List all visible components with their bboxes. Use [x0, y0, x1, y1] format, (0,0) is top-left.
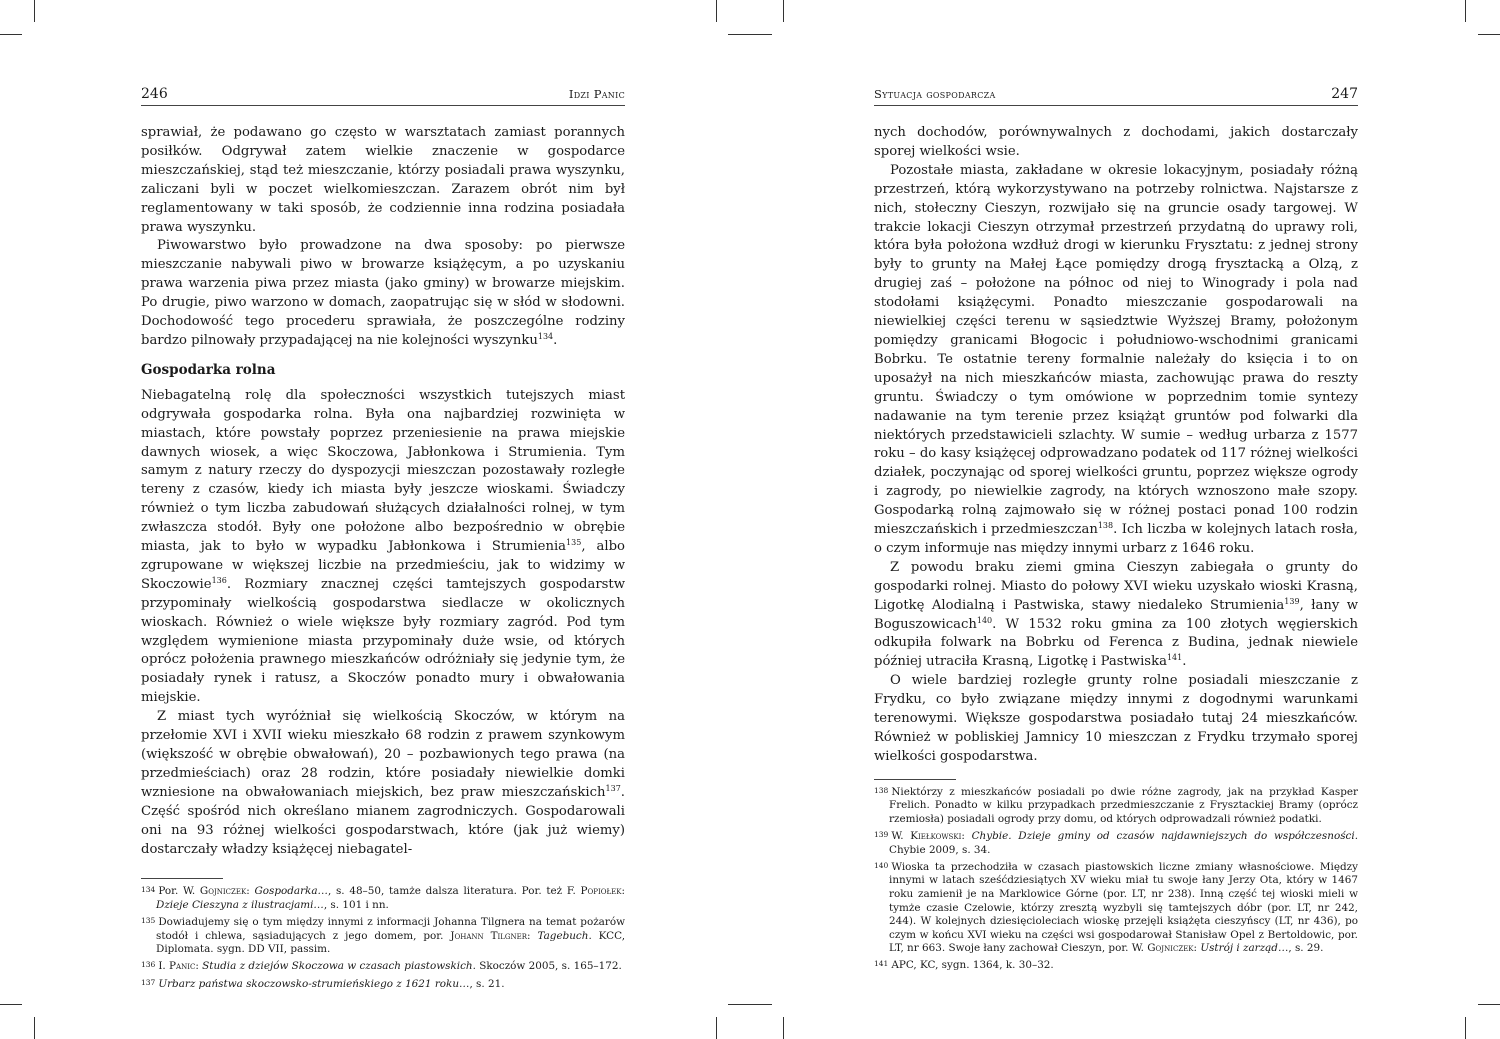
- paragraph: Piwowarstwo było prowadzone na dwa sposoby: po pierwsze mieszczanie nabywali piwo w browarze książęcym, a po uzyskaniu prawa warzenia piwa przez miasta (jako gminy) w browarze miejskim. Po drugie, piwo warzono w domach, zaopatrując się w słód w słodowni. Dochodowość tego procederu sprawiała, że poszczególne rodziny bardzo pilnowały przypadającej na nie kolejności wyszynku$^{134}$.: [141, 238, 625, 348]
- paragraph: nych dochodów, porównywalnych z dochodami, jakich dostarczały sporej wielkości wsie.: [874, 125, 1358, 159]
- crop-mark: [34, 1017, 35, 1039]
- crop-mark: [716, 0, 717, 22]
- paragraph: Pozostałe miasta, zakładane w okresie lokacyjnym, posiadały różną przestrzeń, którą wykorzystywano na potrzeby rolnictwa. Najstarsze z nich, stołeczny Cieszyn, rozwijało się na gruncie osady targowej. W trakcie lokacji Cieszyn otrzymał przestrzeń przydatną do uprawy roli, która była położona wzdłuż drogi w kierunku Frysztatu: z jednej strony były to grunty na Małej Łące pomiędzy drogą frysztacką a Olzą, z drugiej zaś – położone na północ od niej to Winogrady i pola nad stodołami książęcymi. Ponadto mieszczanie gospodarowali na niewielkiej części terenu w sąsiedztwie Wyższej Bramy, położonym pomiędzy granicami Błogocic i południowo-wschodnimi granicami Bobrku. Te ostatnie tereny formalnie należały do księcia i to on uposażył na nich mieszkańców miasta, zachowując prawa do reszty gruntu. Świadczy o tym omówione w poprzednim tomie syntezy nadawanie na tym terenie przez książąt gruntów pod folwarki dla niektórych przedstawicieli szlachty. W sumie – według urbarza z 1577 roku – do kasy książęcej odprowadzano podatek od 117 różnej wielkości działek, poczynając od sporej wielkości gruntu, poprzez większe ogrody i zagrody, po niewielkie zagrody, na których wznoszono małe szopy. Gospodarką rolną zajmowało się w różnej postaci ponad 100 rodzin mieszczańskich i przedmieszczan$^{138}$. Ich liczba w kolejnych latach rosła, o czym informuje nas między innymi urbarz z 1646 roku.: [874, 162, 1358, 556]
- footnote: $^{138}$ Niektórzy z mieszkańców posiadali po dwie różne zagrody, jak na przykład Kasper Frelich. Ponadto w kilku przypadkach przedmieszczanie z Frysztackiej Bramy (oprócz rzemiosła) posiadali ogrody przy domu, od których odprowadzali również podatki.: [874, 785, 1358, 825]
- crop-mark: [1465, 1017, 1466, 1039]
- paragraph: Z powodu braku ziemi gmina Cieszyn zabiegała o grunty do gospodarki rolnej. Miasto do połowy XVI wieku uzyskało wioski Krasną, Ligotkę Alodialną i Pastwiska, stawy niedaleko Strumienia$^{139}$, łany w Boguszowicach$^{140}$. W 1532 roku gmina za 100 złotych węgierskich odkupiła folwark na Bobrku od Ferenca z Budina, jednak niewiele później utraciła Krasną, Ligotkę i Pastwiska$^{141}$.: [874, 559, 1358, 670]
- footnote-ref[interactable]: 139: [1284, 596, 1300, 606]
- paragraph: Niebagatelną rolę dla społeczności wszystkich tutejszych miast odgrywała gospodarka rolna. Była ona najbardziej rozwinięta w miastach, które powstały poprzez przeniesienie na prawa miejskie dawnych wiosek, a więc Skoczowa, Jabłonkowa i Strumienia. Tym samym z natury rzeczy do dyspozycji mieszczan pozostawały rozległe tereny z czasów, kiedy ich miasta były jeszcze wioskami. Świadczy również o tym liczba zabudowań służących działalności rolnej, w tym zwłaszcza stodół. Były one położone albo bezpośrednio w obrębie miasta, jak to było w wypadku Jabłonkowa i Strumienia$^{135}$, albo zgrupowane w większej liczbie na przedmieściu, jak to widzimy w Skoczowie$^{136}$. Rozmiary znacznej części tamtejszych gospodarstw przypominały wielkością gospodarstwa siedlacze w okolicznych wioskach. Również o wiele większe były rozmiary zagród. Pod tym względem wymienione miasta przypominały duże wsie, od których oprócz położenia prawnego mieszkańców odróżniały się jedynie tym, że posiadały rynek i ratusz, a Skoczów ponadto mury i obwałowania miejskie.: [141, 387, 625, 706]
- footnote-ref[interactable]: 137: [605, 783, 621, 793]
- footnotes: [874, 786, 1358, 973]
- footnote-separator: [141, 878, 223, 879]
- footnote: $^{141}$ APC, KC, sygn. 1364, k. 30–32.: [874, 959, 1054, 972]
- footnote: $^{139}$ W. Kiełkowski: Chybie. Dzieje gminy od czasów najdawniejszych do współczesności. Chybie 2009, s. 34.: [874, 830, 1358, 856]
- crop-mark: [783, 0, 784, 22]
- page-number: 247: [1331, 86, 1358, 102]
- crop-mark: [1465, 0, 1466, 22]
- crop-mark: [728, 1004, 772, 1005]
- crop-mark: [1478, 34, 1500, 35]
- footnote: $^{140}$ Wioska ta przechodziła w czasach piastowskich liczne zmiany własnościowe. Między innymi w latach sześćdziesiątych XV wieku miał tu swoje łany Jerzy Ota, który w 1467 roku zamienił je na Marklowice Górne (por. LT, nr 238). Inną część tej wioski mieli w tymże czasie Czelowie, którzy zresztą wyzbyli się tamtejszych dóbr (por. LT, nr 242, 244). W kolejnych dziesięcioleciach wioskę przejęli książęta cieszyńscy (LT, nr 436), po czym w końcu XVI wieku na części wsi gospodarował Stanisław Opel z Bertoldowic, por. LT, nr 663. Swoje łany zachował Cieszyn, por. W. Gojniczek: Ustrój i zarząd…, s. 29.: [874, 860, 1358, 955]
- crop-mark: [783, 1017, 784, 1039]
- crop-mark: [728, 34, 772, 35]
- footnote-ref[interactable]: 135: [566, 538, 582, 548]
- running-head-author: Idzi Panic: [568, 87, 625, 101]
- body-text: [874, 124, 1358, 767]
- footnote: $^{136}$ I. Panic: Studia z dziejów Skoczowa w czasach piastowskich. Skoczów 2005, s. 165–172.: [141, 960, 622, 973]
- footnote: $^{135}$ Dowiadujemy się o tym między innymi z informacji Johanna Tilgnera na temat pożarów stodół i chlewa, sąsiadujących z jego domem, por. Johann Tilgner: Tagebuch. KCC, Diplomata. sygn. DD VII, passim.: [141, 916, 625, 956]
- footnote: $^{137}$ Urbarz państwa skoczowsko-strumieńskiego z 1621 roku…, s. 21.: [141, 977, 505, 990]
- footnote-ref[interactable]: 134: [537, 331, 554, 341]
- crop-mark: [0, 34, 22, 35]
- crop-mark: [716, 1017, 717, 1039]
- left-page: [141, 86, 625, 995]
- paragraph: Z miast tych wyróżniał się wielkością Skoczów, w którym na przełomie XVI i XVII wieku mieszkało 68 rodzin z prawem szynkowym (większość w obrębie obwałowań), 20 – pozbawionych tego prawa (na przedmieściach) oraz 28 rodzin, które posiadały niewielkie domki wzniesione na obwałowaniach miejskich, bez praw mieszczańskich$^{137}$. Część spośród nich określano mianem zagrodniczych. Gospodarowali oni na 93 różnej wielkości gospodarstwach, które (jak już wiemy) dostarczały władzy książęcej niebagatel-: [141, 709, 625, 857]
- paragraph: sprawiał, że podawano go często w warsztatach zamiast porannych posiłków. Odgrywał zatem wielkie znaczenie w gospodarce mieszczańskiej, stąd też mieszczanie, którzy posiadali prawa wyszynku, zaliczani byli w poczet wielkomieszczan. Zarazem obrót nim był reglamentowany w taki sposób, że codziennie inna rodzina posiadała prawa wyszynku.: [141, 125, 625, 235]
- footnote-ref[interactable]: 141: [1166, 653, 1183, 663]
- section-heading: Gospodarka rolna: [141, 361, 276, 378]
- crop-mark: [1478, 1004, 1500, 1005]
- crop-mark: [34, 0, 35, 22]
- paragraph: O wiele bardziej rozległe grunty rolne posiadali mieszczanie z Frydku, co było związane między innymi z dogodnymi warunkami terenowymi. Większe gospodarstwa posiadało tutaj 24 mieszkańców. Również w pobliskiej Jamnicy 10 mieszczan z Frydku trzymało sporej wielkości gospodarstwa.: [874, 673, 1358, 764]
- running-header: [874, 86, 1358, 106]
- footnote-ref[interactable]: 136: [211, 575, 227, 585]
- right-page: [874, 86, 1358, 977]
- footnote-ref[interactable]: 140: [976, 615, 993, 625]
- crop-mark: [0, 1004, 22, 1005]
- running-header: [141, 86, 625, 106]
- footnotes: [141, 885, 625, 991]
- footnote: $^{134}$ Por. W. Gojniczek: Gospodarka…, s. 48–50, tamże dalsza literatura. Por. też F. Popiołek: Dzieje Cieszyna z ilustracjami…, s. 101 i nn.: [141, 885, 625, 912]
- footnote-separator: [874, 779, 956, 780]
- running-head-chapter: Sytuacja gospodarcza: [874, 87, 996, 101]
- footnote-ref[interactable]: 138: [1097, 521, 1114, 531]
- page-number: 246: [141, 86, 168, 102]
- body-text: [141, 124, 625, 859]
